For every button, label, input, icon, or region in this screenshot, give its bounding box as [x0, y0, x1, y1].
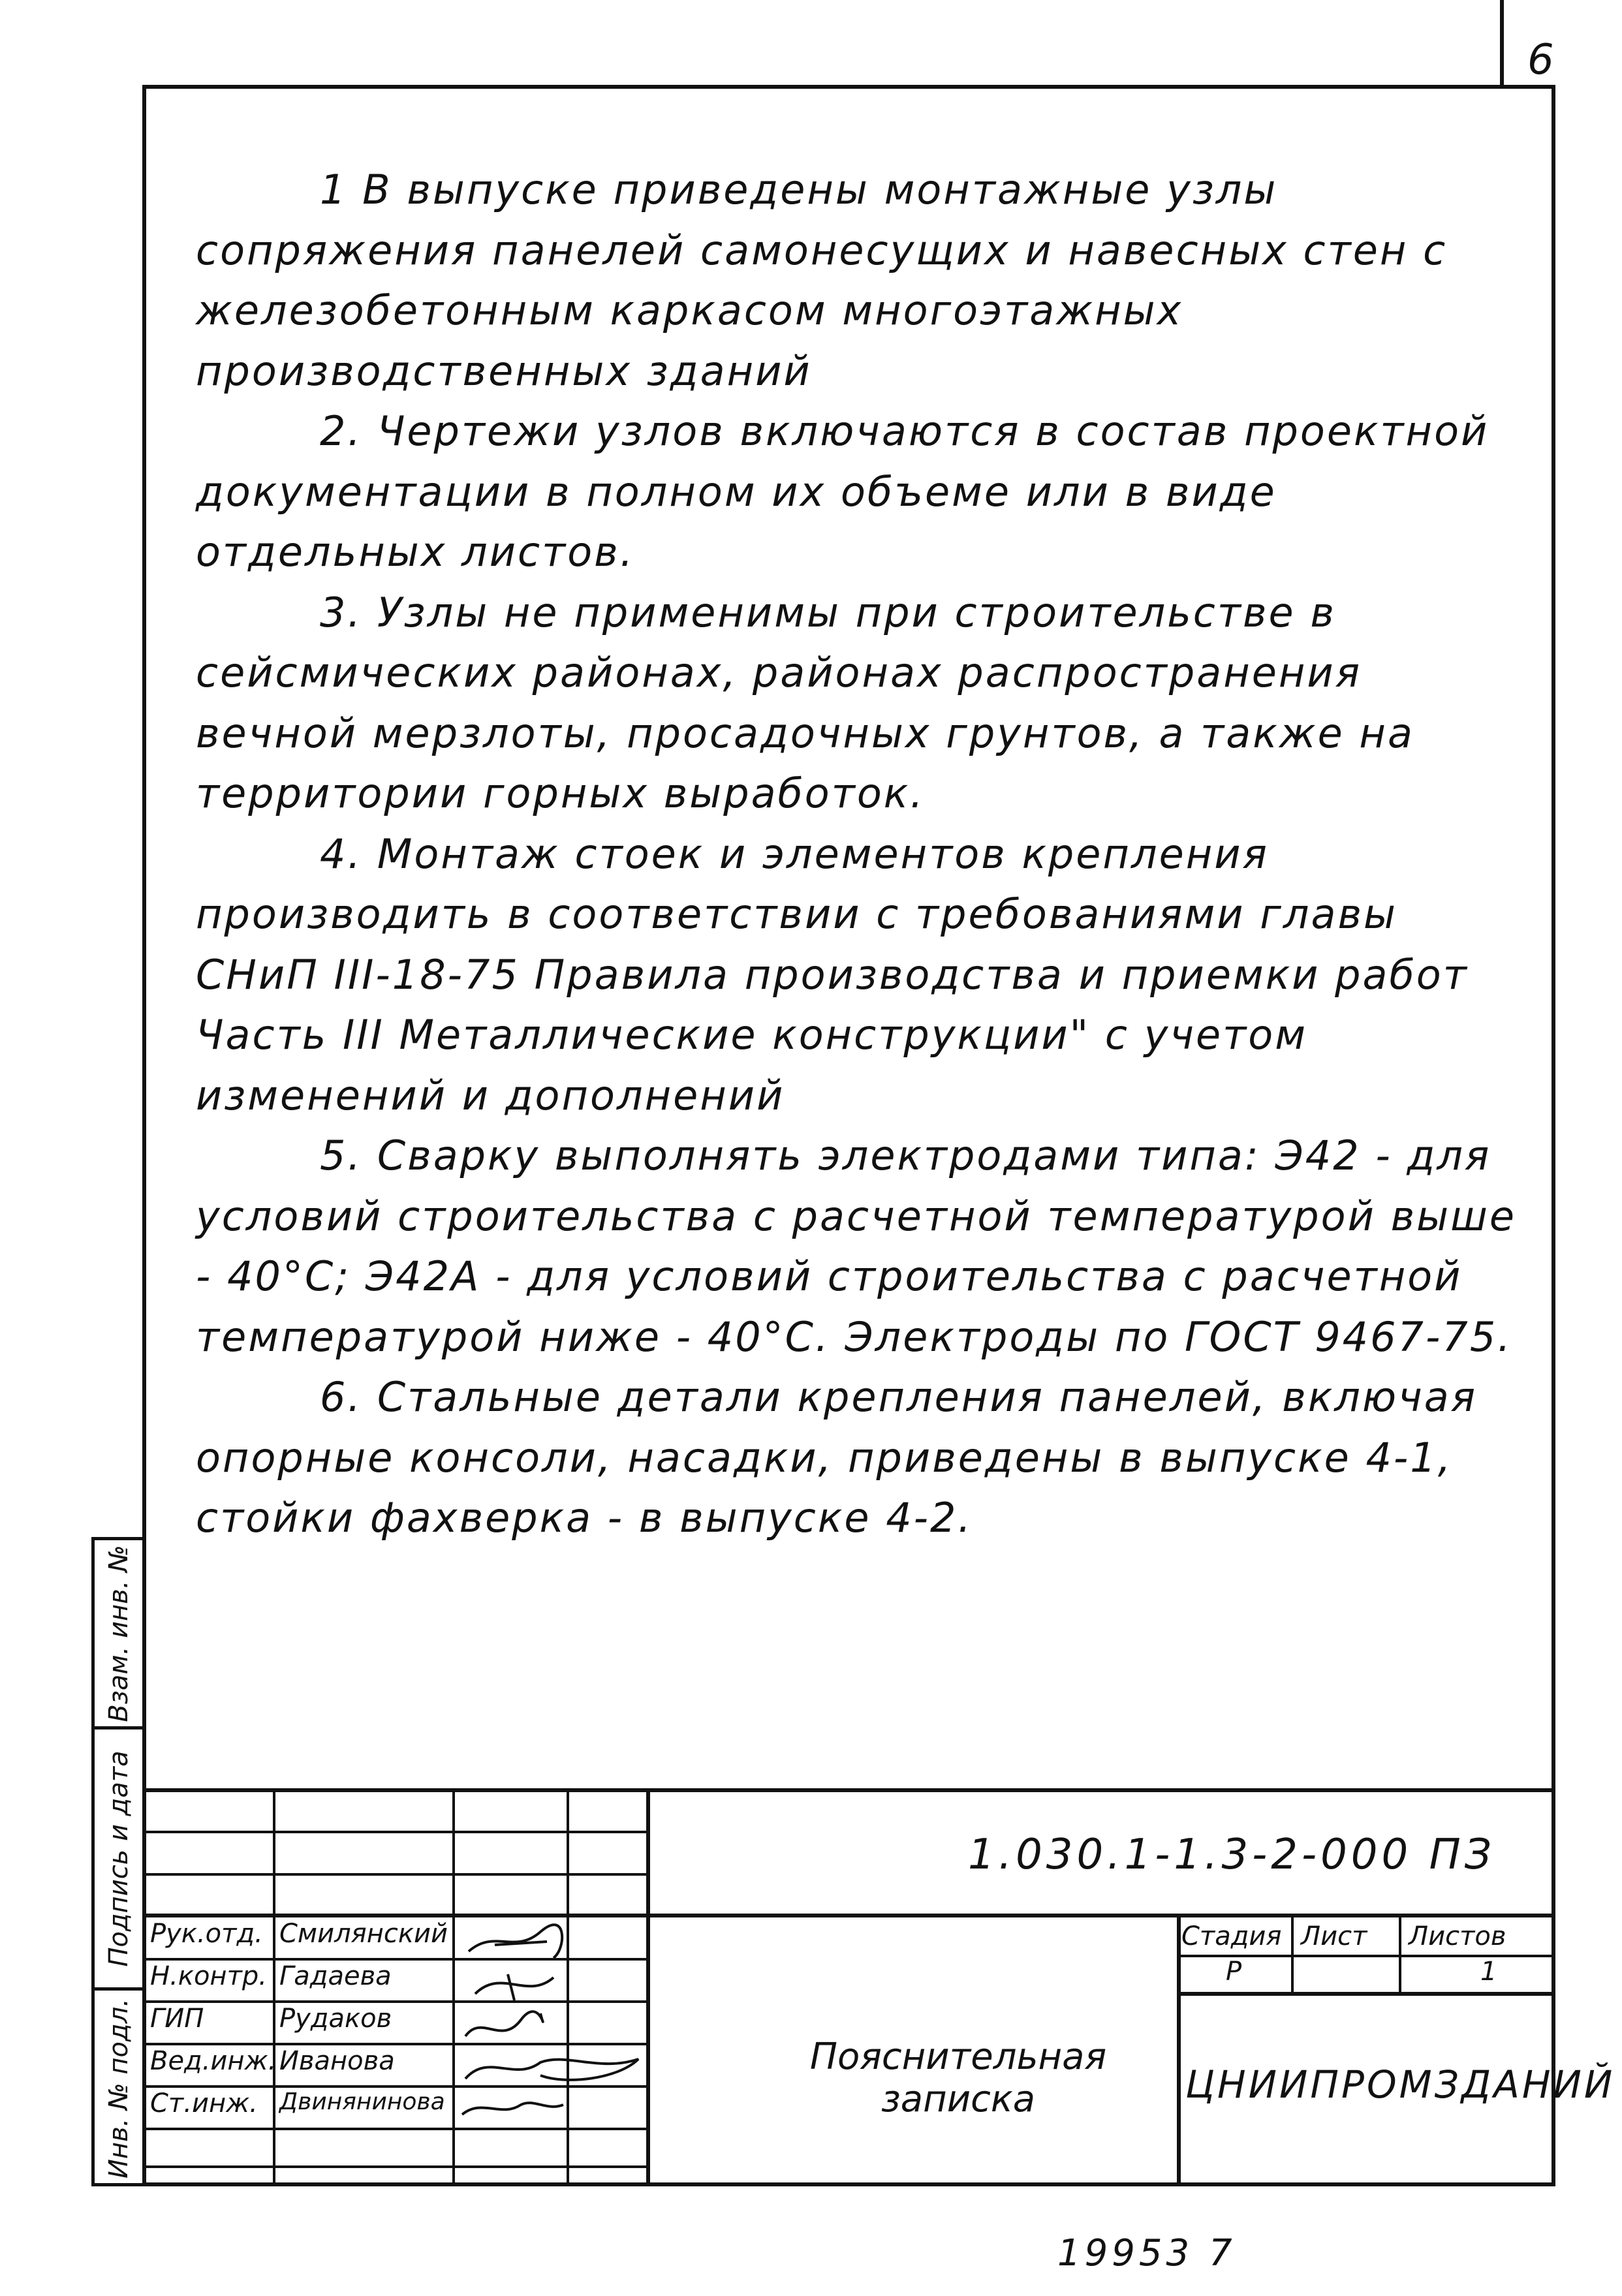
document-title-line1: Пояснительная	[809, 2036, 1107, 2078]
strip-cell-inv	[95, 1991, 142, 2186]
role-4: Вед.инж.	[150, 2046, 277, 2076]
tb-mid-line	[142, 1914, 1555, 1917]
stage-header: Стадия	[1181, 1921, 1282, 1951]
strip-label-podpis-data: Подпись и дата	[103, 1750, 134, 1967]
name-4: Иванова	[279, 2046, 395, 2076]
strip-label-vzam-inv: Взам. инв. №	[103, 1544, 134, 1722]
tb-col-line	[452, 1788, 455, 2186]
name-2: Гадаева	[279, 1961, 392, 1991]
note-1: 1 В выпуске приведены монтажные узлы сопряжения панелей самонесущих и навесных стен с железобетонным каркасом многоэтажных производственных зданий	[196, 166, 1448, 395]
name-1: Смилянский	[279, 1919, 448, 1949]
tb-col-line	[273, 1788, 275, 2186]
organization-name: ЦНИИПРОМЗДАНИЙ	[1185, 2062, 1615, 2107]
sheet-header: Лист	[1301, 1921, 1367, 1951]
tb-col-line	[1291, 1914, 1294, 1992]
tb-row-line	[142, 2165, 648, 2168]
stage-value: Р	[1226, 1957, 1242, 1987]
top-right-margin-line	[1500, 0, 1504, 85]
tb-col-line	[1399, 1914, 1401, 1992]
sheets-value: 1	[1480, 1957, 1497, 1987]
role-5: Ст.инж.	[150, 2088, 258, 2118]
explanatory-notes	[196, 160, 1527, 1549]
signatures-drawing	[456, 1916, 651, 2131]
document-title-line2: записка	[881, 2078, 1036, 2120]
footer-number: 19953 7	[1057, 2232, 1236, 2274]
strip-cell-vzam	[95, 1540, 142, 1730]
tb-row-line	[142, 1873, 648, 1876]
note-3: 3. Узлы не применимы при строительстве в сейсмических районах, районах распространения вечной мерзлоты, просадочных грунтов, а также на территории горных выработок.	[196, 588, 1414, 817]
margin-strip	[91, 1537, 142, 2186]
sheets-header: Листов	[1409, 1921, 1506, 1951]
name-5: Двинянинова	[279, 2088, 445, 2115]
document-code: 1.030.1-1.3-2-000 ПЗ	[968, 1831, 1495, 1879]
tb-row-line	[142, 1831, 648, 1833]
role-1: Рук.отд.	[150, 1919, 263, 1949]
page-number: 6	[1527, 36, 1554, 84]
title-block	[142, 1788, 1615, 2186]
role-3: ГИП	[150, 2004, 204, 2034]
note-4: 4. Монтаж стоек и элементов крепления производить в соответствии с требованиями главы СНиП III-18-75 Правила производства и приемки работ Часть III Металлические конструкции" с учетом изменений и дополнений	[196, 830, 1469, 1119]
note-2: 2. Чертежи узлов включаются в состав проектной документации в полном их объеме или в виде отдельных листов.	[196, 407, 1489, 576]
strip-label-inv-podl: Инв. № подл.	[103, 1998, 134, 2179]
tb-top-border	[142, 1788, 1555, 1792]
name-3: Рудаков	[279, 2004, 392, 2034]
role-2: Н.контр.	[150, 1961, 267, 1991]
note-5: 5. Сварку выполнять электродами типа: Э42 - для условий строительства с расчетной температурой выше - 40°С; Э42А - для условий строительства с расчетной температурой ниже - 40°С. Электроды по ГОСТ 9467-75.	[196, 1132, 1516, 1361]
strip-cell-podpis	[95, 1730, 142, 1991]
note-6: 6. Стальные детали крепления панелей, включая опорные консоли, насадки, приведены в выпуске 4-1, стойки фахверка - в выпуске 4-2.	[196, 1373, 1478, 1542]
tb-row-line	[1177, 1992, 1555, 1996]
